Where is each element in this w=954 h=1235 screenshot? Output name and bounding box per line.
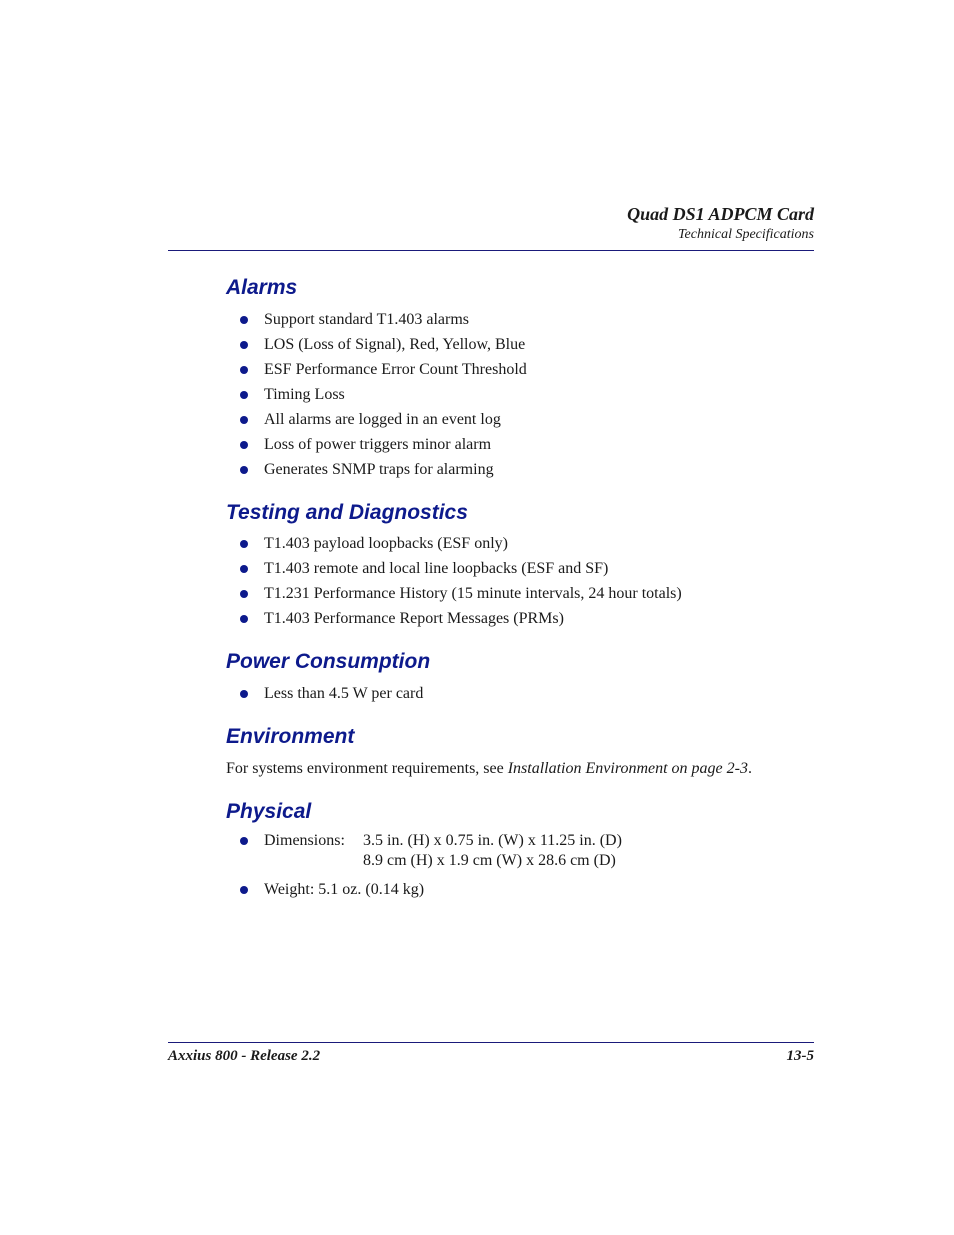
testing-heading: Testing and Diagnostics bbox=[226, 501, 468, 524]
list-item: All alarms are logged in an event log bbox=[240, 410, 527, 435]
list-item: T1.403 Performance Report Messages (PRMs) bbox=[240, 609, 682, 634]
dimensions-label: Dimensions: bbox=[264, 832, 345, 849]
list-item: Generates SNMP traps for alarming bbox=[240, 460, 527, 485]
bullet-icon bbox=[240, 316, 248, 324]
list-item: Support standard T1.403 alarms bbox=[240, 310, 527, 335]
list-item: T1.403 remote and local line loopbacks (ESF and SF) bbox=[240, 559, 682, 584]
footer-product: Axxius 800 - Release 2.2 bbox=[168, 1048, 321, 1064]
environment-paragraph: For systems environment requirements, see Installation Environment on page 2-3. bbox=[226, 760, 752, 777]
environment-heading: Environment bbox=[226, 725, 355, 748]
list-item: ESF Performance Error Count Threshold bbox=[240, 360, 527, 385]
footer-rule bbox=[168, 1042, 814, 1043]
weight-text: Weight: 5.1 oz. (0.14 kg) bbox=[264, 881, 425, 898]
bullet-icon bbox=[240, 690, 248, 698]
alarms-list bbox=[240, 310, 527, 485]
list-item: Less than 4.5 W per card bbox=[240, 684, 423, 709]
bullet-icon bbox=[240, 886, 248, 894]
bullet-icon bbox=[240, 615, 248, 623]
bullet-icon bbox=[240, 441, 248, 449]
document-title: Quad DS1 ADPCM Card bbox=[627, 204, 814, 224]
list-item: Timing Loss bbox=[240, 385, 527, 410]
bullet-icon bbox=[240, 466, 248, 474]
power-list bbox=[240, 684, 423, 709]
list-item: LOS (Loss of Signal), Red, Yellow, Blue bbox=[240, 335, 527, 360]
header-rule bbox=[168, 250, 814, 251]
physical-heading: Physical bbox=[226, 800, 312, 823]
bullet-icon bbox=[240, 590, 248, 598]
bullet-icon bbox=[240, 366, 248, 374]
bullet-icon bbox=[240, 391, 248, 399]
page-header bbox=[168, 203, 814, 245]
bullet-icon bbox=[240, 416, 248, 424]
bullet-icon bbox=[240, 837, 248, 845]
bullet-icon bbox=[240, 540, 248, 548]
alarms-heading: Alarms bbox=[226, 276, 298, 299]
installation-environment-link[interactable]: Installation Environment on page 2-3 bbox=[507, 760, 748, 777]
list-item: T1.403 payload loopbacks (ESF only) bbox=[240, 534, 682, 559]
list-item: Loss of power triggers minor alarm bbox=[240, 435, 527, 460]
testing-list bbox=[240, 534, 682, 634]
bullet-icon bbox=[240, 565, 248, 573]
power-heading: Power Consumption bbox=[226, 650, 431, 673]
bullet-icon bbox=[240, 341, 248, 349]
list-item: T1.231 Performance History (15 minute intervals, 24 hour totals) bbox=[240, 584, 682, 609]
page-number: 13-5 bbox=[786, 1048, 814, 1064]
section-subtitle: Technical Specifications bbox=[678, 227, 814, 242]
dimensions-metric: 8.9 cm (H) x 1.9 cm (W) x 28.6 cm (D) bbox=[363, 852, 616, 869]
dimensions-imperial: 3.5 in. (H) x 0.75 in. (W) x 11.25 in. (D) bbox=[363, 832, 622, 849]
